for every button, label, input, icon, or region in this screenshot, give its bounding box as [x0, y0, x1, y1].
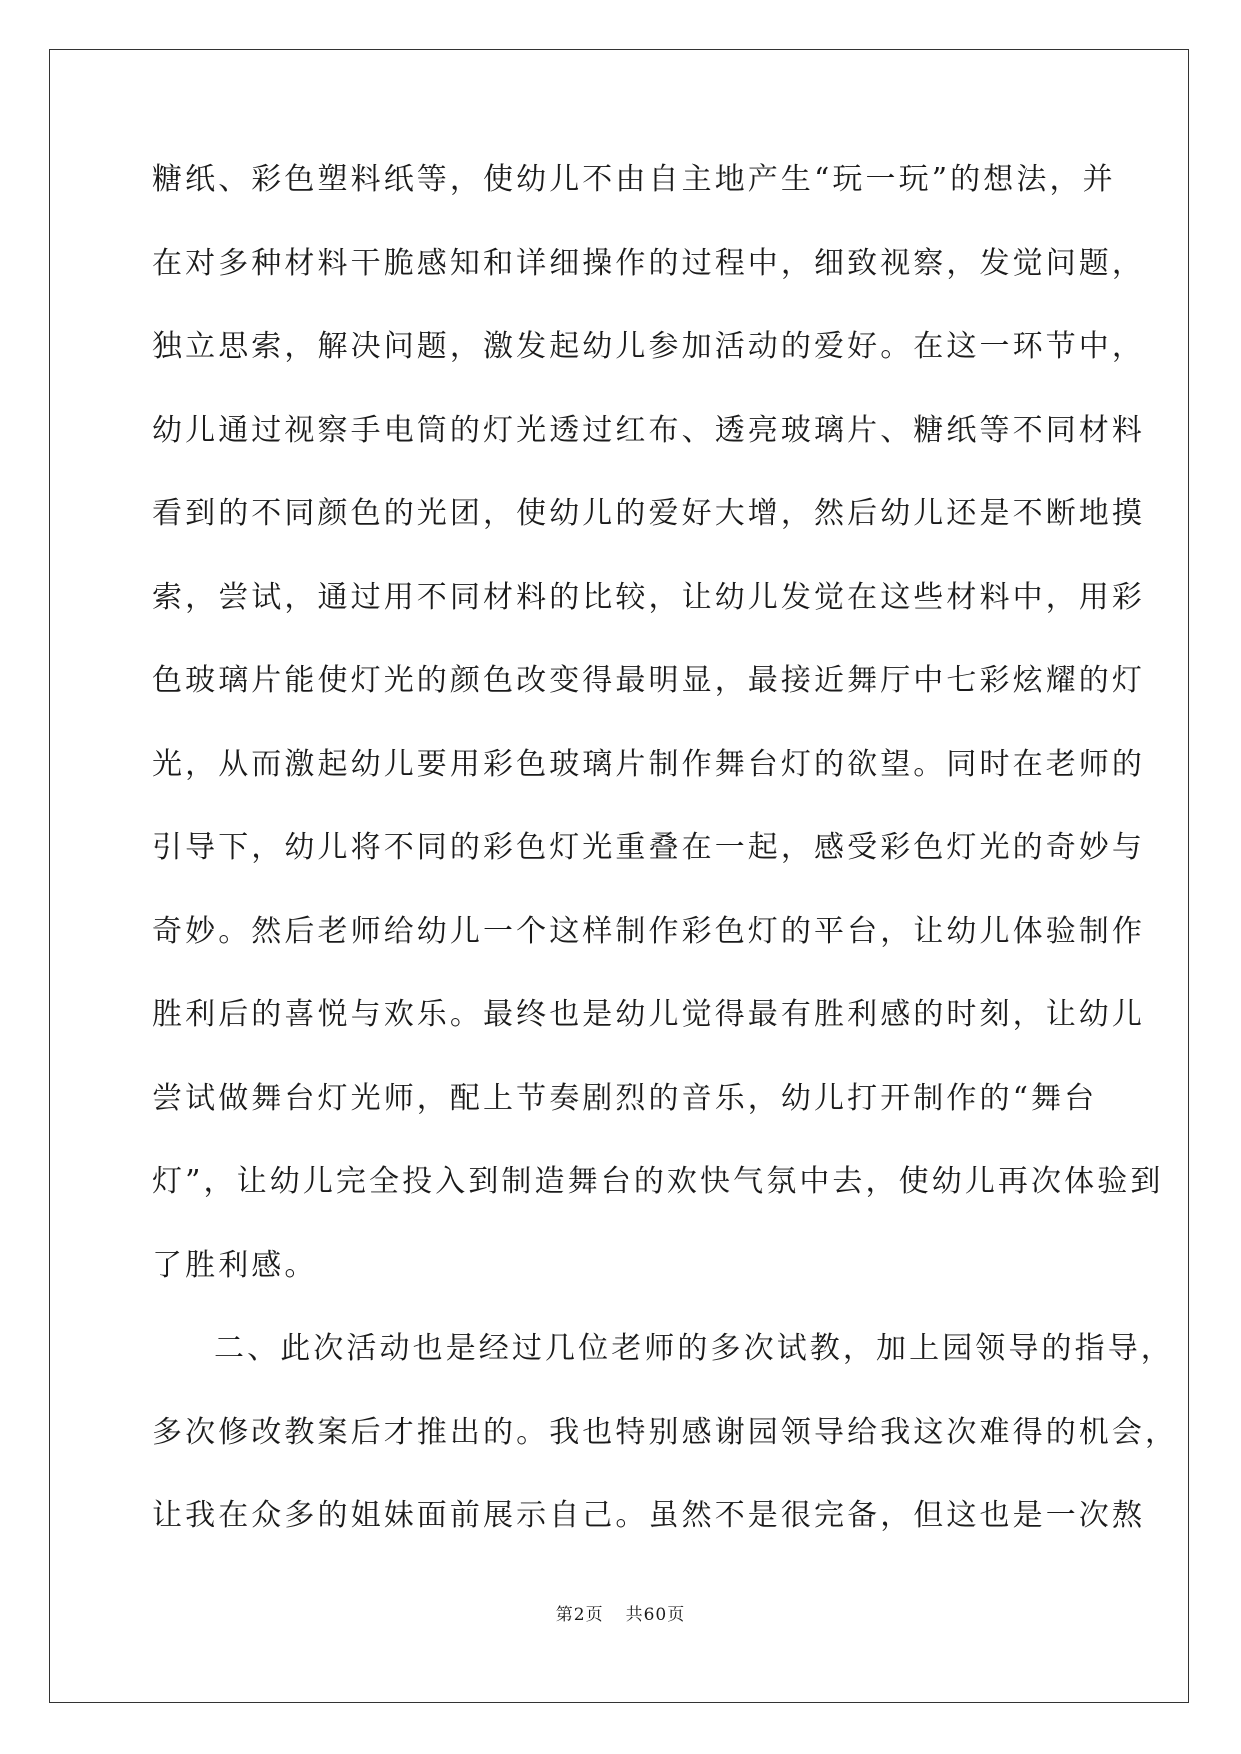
text-line: 看到的不同颜色的光团，使幼儿的爱好大增，然后幼儿还是不断地摸 [152, 496, 1145, 531]
text-line: 独立思索，解决问题，激发起幼儿参加活动的爱好。在这一环节中， [152, 329, 1145, 364]
text-line: 胜利后的喜悦与欢乐。最终也是幼儿觉得最有胜利感的时刻，让幼儿 [152, 997, 1145, 1032]
text-line: 幼儿通过视察手电筒的灯光透过红布、透亮玻璃片、糖纸等不同材料 [152, 412, 1145, 448]
body-text [152, 160, 1179, 1580]
total-pages: 共60页 [625, 1605, 686, 1625]
current-page-number: 第2页 [555, 1605, 604, 1625]
text-line: 引导下，幼儿将不同的彩色灯光重叠在一起，感受彩色灯光的奇妙与 [152, 830, 1145, 865]
text-line: 尝试做舞台灯光师，配上节奏剧烈的音乐，幼儿打开制作的“舞台 [152, 1080, 1098, 1116]
text-line: 糖纸、彩色塑料纸等，使幼儿不由自主地产生“玩一玩”的想法，并 [152, 162, 1116, 197]
text-line: 光，从而激起幼儿要用彩色玻璃片制作舞台灯的欲望。同时在老师的 [152, 746, 1145, 782]
text-line: 索，尝试，通过用不同材料的比较，让幼儿发觉在这些材料中，用彩 [152, 579, 1145, 615]
text-line: 了胜利感。 [152, 1247, 318, 1283]
text-line: 奇妙。然后老师给幼儿一个这样制作彩色灯的平台，让幼儿体验制作 [152, 913, 1145, 949]
page-footer [0, 1600, 1241, 1625]
text-line: 色玻璃片能使灯光的颜色改变得最明显，最接近舞厅中七彩炫耀的灯 [152, 663, 1145, 698]
text-line: 让我在众多的姐妹面前展示自己。虽然不是很完备，但这也是一次熬 [152, 1498, 1145, 1533]
paragraph-start-line: 二、此次活动也是经过几位老师的多次试教，加上园领导的指导， [214, 1331, 1174, 1366]
text-line: 多次修改教案后才推出的。我也特别感谢园领导给我这次难得的机会， [152, 1414, 1179, 1450]
text-line: 在对多种材料干脆感知和详细操作的过程中，细致视察，发觉问题， [152, 245, 1145, 281]
text-line: 灯”，让幼儿完全投入到制造舞台的欢快气氛中去，使幼儿再次体验到 [152, 1164, 1164, 1199]
